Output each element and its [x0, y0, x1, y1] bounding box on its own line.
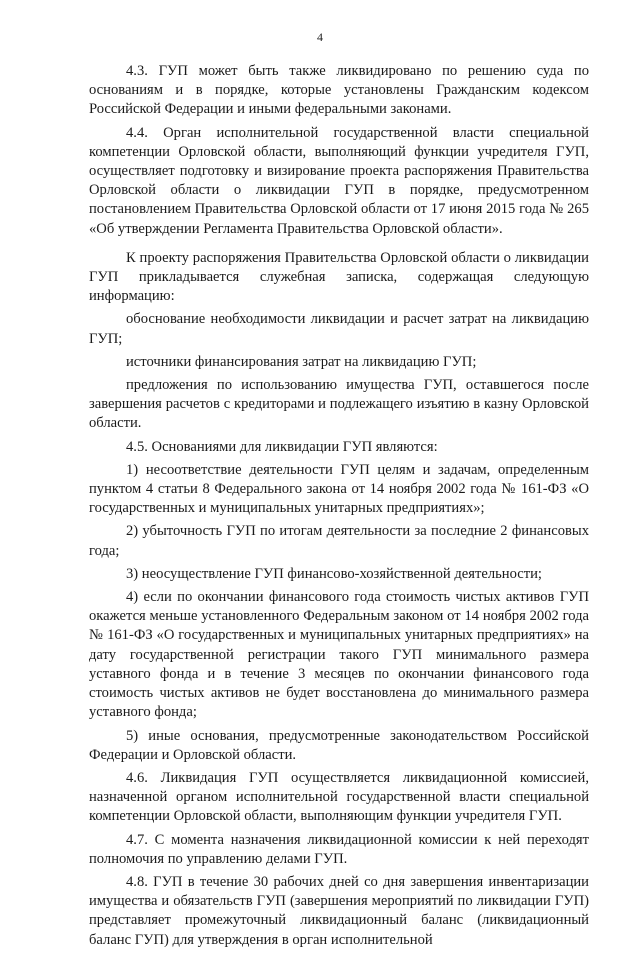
paragraph-4-8: 4.8. ГУП в течение 30 рабочих дней со дня завершения инвентаризации имущества и обязательств ГУП (завершения мероприятий по ликвидации ГУП) представляет промежуточный ликвидационный баланс (ликвидационный баланс ГУП) для утверждения в орган исполнительной — [89, 873, 589, 948]
page-number: 4 — [317, 30, 323, 44]
paragraph-4-7: 4.7. С момента назначения ликвидационной комиссии к ней переходят полномочия по управлению делами ГУП. — [89, 831, 589, 867]
list-item-justification: обоснование необходимости ликвидации и расчет затрат на ликвидацию ГУП; — [89, 311, 589, 347]
document-body — [89, 62, 589, 954]
paragraph-attachment-note: К проекту распоряжения Правительства Орловской области о ликвидации ГУП прикладывается служебная записка, содержащая следующую информацию: — [89, 249, 589, 305]
paragraph-4-3: 4.3. ГУП может быть также ликвидировано по решению суда по основаниям и в порядке, которые установлены Гражданским кодексом Российской Федерации и иными федеральными законами. — [89, 63, 589, 118]
paragraph-4-6: 4.6. Ликвидация ГУП осуществляется ликвидационной комиссией, назначенной органом исполнительной государственной власти специальной компетенции Орловской области, выполняющим функции учредителя ГУП. — [89, 769, 589, 825]
paragraph-4-5: 4.5. Основаниями для ликвидации ГУП являются: — [126, 438, 438, 455]
ground-5: 5) иные основания, предусмотренные законодательством Российской Федерации и Орловской области. — [89, 727, 589, 763]
paragraph-4-4: 4.4. Орган исполнительной государственной власти специальной компетенции Орловской области, выполняющий функции учредителя ГУП, осуществляет подготовку и визирование проекта распоряжения Правительства Орловской области о ликвидации ГУП в порядке, предусмотренном постановлением Правительства Орловской области от 17 июня 2015 года № 265 «Об утверждении Регламента Правительства Орловской области». — [89, 124, 589, 237]
list-item-property-proposals: предложения по использованию имущества ГУП, оставшегося после завершения расчетов с кредиторами и подлежащего изъятию в казну Орловской области. — [89, 377, 589, 432]
ground-3: 3) неосуществление ГУП финансово-хозяйственной деятельности; — [126, 565, 542, 582]
list-item-funding-sources: источники финансирования затрат на ликвидацию ГУП; — [126, 353, 477, 370]
ground-1: 1) несоответствие деятельности ГУП целям и задачам, определенным пунктом 4 статьи 8 Федерального закона от 14 ноября 2002 года № 161-ФЗ «О государственных и муниципальных унитарных предприятиях»; — [89, 461, 589, 517]
ground-4: 4) если по окончании финансового года стоимость чистых активов ГУП окажется меньше установленного Федеральным законом от 14 ноября 2002 года № 161-ФЗ «О государственных и муниципальных унитарных предприятиях» на дату государственной регистрации такого ГУП минимального размера уставного фонда и в течение 3 месяцев по окончании финансового года стоимость чистых активов не будет восстановлена до минимального размера уставного фонда; — [89, 589, 589, 721]
ground-2: 2) убыточность ГУП по итогам деятельности за последние 2 финансовых года; — [89, 523, 589, 559]
